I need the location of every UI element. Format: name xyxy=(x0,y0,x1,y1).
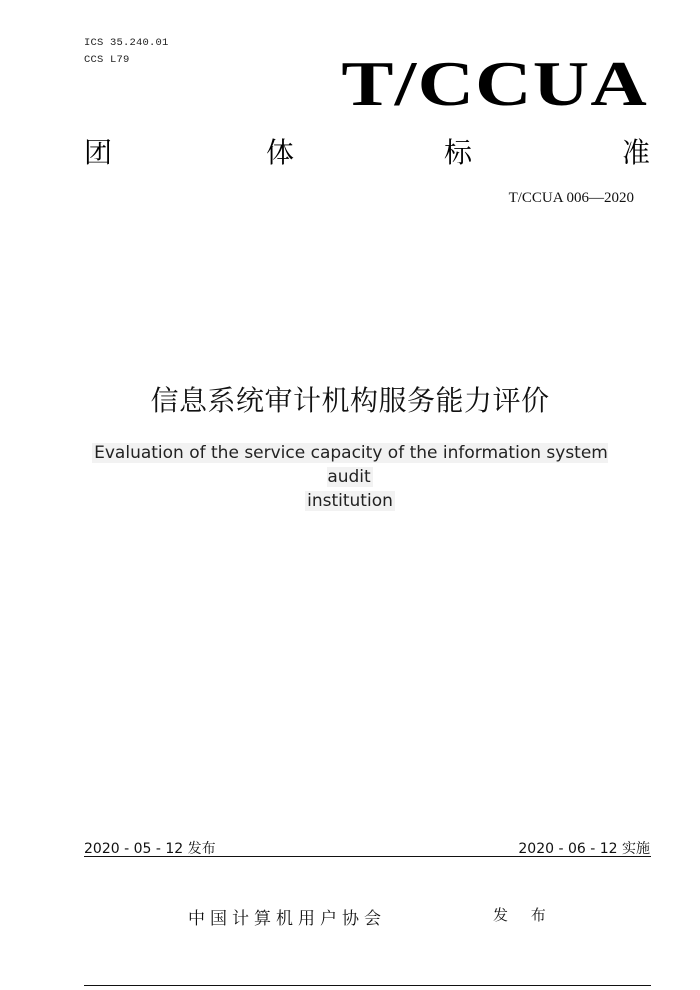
ccs-code: CCS L79 xyxy=(84,54,130,66)
document-title-english xyxy=(90,441,610,513)
english-title-line-1: Evaluation of the service capacity of the information system audit xyxy=(94,443,608,487)
publish-label: 发 布 xyxy=(493,906,555,924)
standard-type-char: 团 xyxy=(84,136,113,169)
footer-divider xyxy=(84,985,651,986)
english-title-line-2: institution xyxy=(307,491,393,511)
implementation-date: 2020 - 06 - 12 实施 xyxy=(518,841,650,857)
standard-type-char: 体 xyxy=(266,136,295,169)
issue-date: 2020 - 05 - 12 发布 xyxy=(84,841,216,857)
ics-code: ICS 35.240.01 xyxy=(84,37,169,49)
document-title-chinese: 信息系统审计机构服务能力评价 xyxy=(150,384,550,417)
standard-number: T/CCUA 006—2020 xyxy=(508,190,634,206)
standard-type-char: 标 xyxy=(444,136,473,169)
date-divider xyxy=(84,856,651,857)
standard-logo: T/CCUA xyxy=(341,48,648,119)
standard-type-char: 准 xyxy=(622,136,651,169)
publisher-name: 中国计算机用户协会 xyxy=(188,909,386,929)
